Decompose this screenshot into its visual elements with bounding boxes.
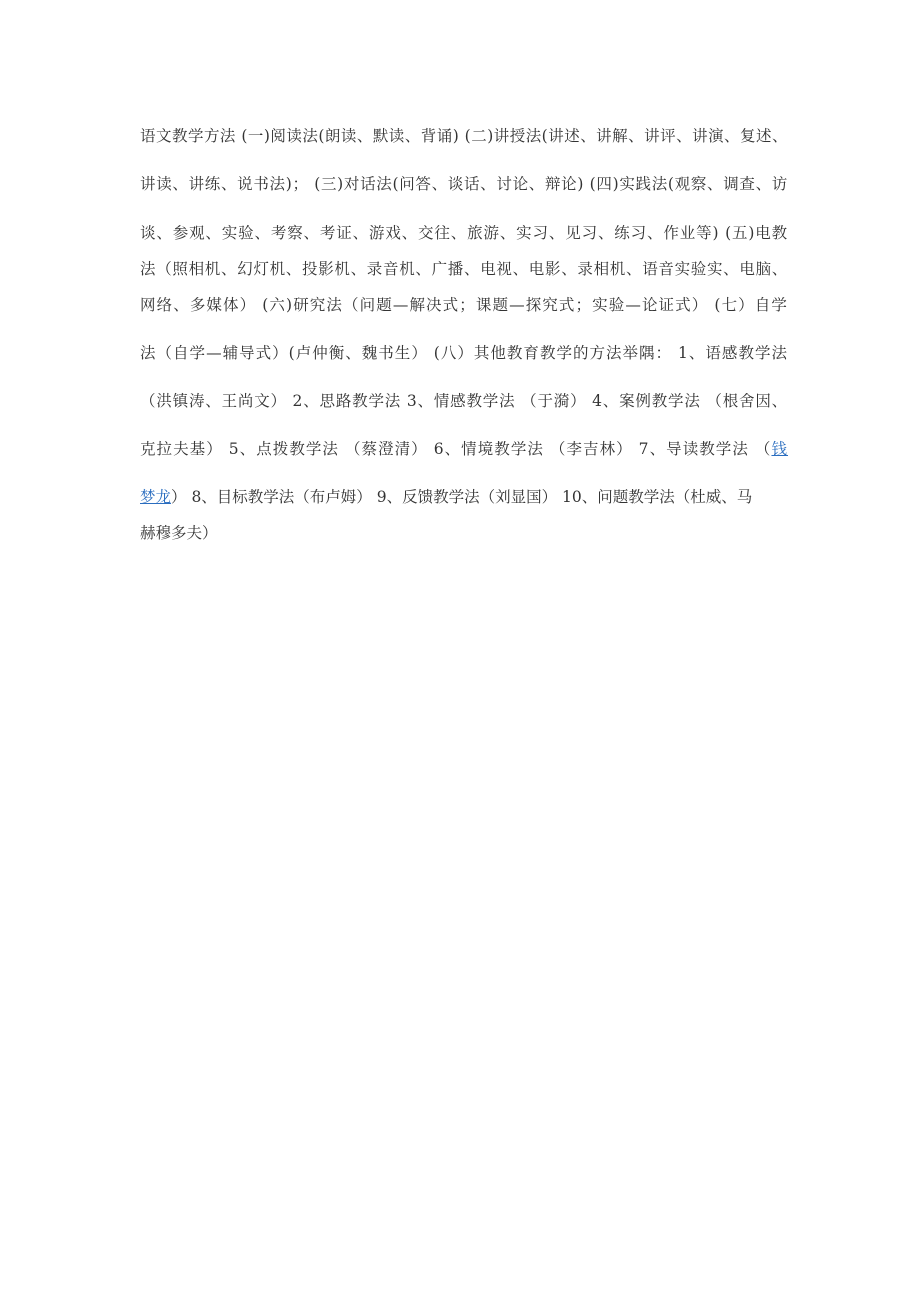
paragraph-line	[140, 437, 788, 461]
line-text-body: 克拉夫基） 5、点拨教学法 （蔡澄清） 6、情境教学法 （李吉林） 7、导读教学法 （	[140, 440, 772, 458]
paragraph-line	[140, 389, 788, 413]
paragraph-line	[140, 521, 788, 545]
line-text: 法（照相机、幻灯机、投影机、录音机、广播、电视、电影、录相机、语音实验实、电脑、	[140, 260, 788, 278]
line-text: 语文教学方法 (一)阅读法(朗读、默读、背诵) (二)讲授法(讲述、讲解、讲评、讲演、复述、	[140, 127, 788, 145]
line-text: 网络、多媒体） (六)研究法（问题—解决式；课题—探究式；实验—论证式） (七）自学	[140, 296, 788, 314]
line-text	[140, 437, 788, 461]
paragraph-line	[140, 124, 788, 148]
line-text: ） 8、目标教学法（布卢姆） 9、反馈教学法（刘显国） 10、问题教学法（杜威、马	[171, 488, 753, 506]
line-text: 讲读、讲练、说书法)； (三)对话法(问答、谈话、讨论、辩论) (四)实践法(观察、调查、访	[140, 175, 788, 193]
line-text: （洪镇涛、王尚文） 2、思路教学法 3、情感教学法 （于漪） 4、案例教学法 （根舍因、	[140, 392, 788, 410]
qian-menglong-link-start[interactable]: 钱	[771, 440, 789, 458]
paragraph-line	[140, 221, 788, 245]
line-text: 谈、参观、实验、考察、考证、游戏、交往、旅游、实习、见习、练习、作业等) (五)电教	[140, 224, 788, 242]
line-text: 法（自学—辅导式）(卢仲衡、魏书生） (八）其他教育教学的方法举隅： 1、语感教学法	[140, 344, 788, 362]
paragraph-line	[140, 485, 788, 509]
qian-menglong-link-end[interactable]: 梦龙	[140, 488, 172, 506]
paragraph-line	[140, 172, 788, 196]
line-text: 赫穆多夫）	[140, 524, 218, 542]
paragraph-line	[140, 293, 788, 317]
paragraph-line	[140, 257, 788, 281]
paragraph-line	[140, 341, 788, 365]
